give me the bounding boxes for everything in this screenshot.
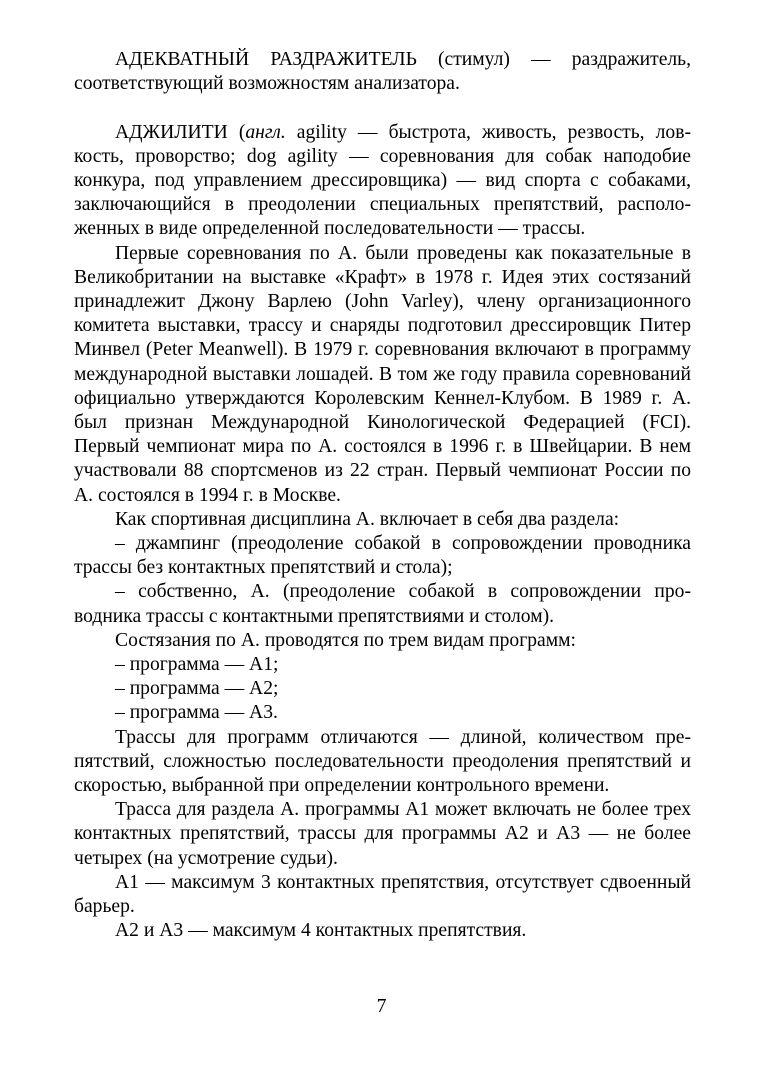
list-item-program-a1: – программа — А1; xyxy=(115,654,279,676)
paragraph-history: Первые соревнования по А. были проведены как показательные в Великобритании на выставке «Крафт» в 1978 г. Идея этих состязаний принадлежит Джону Варлею (John Varley), члену организационного комитета выставки, трассу и снаряды подготовил дрессировщик Питер Минвел (Peter Meanwell). В 1979 г. соревнования включают в программу международной выставки лошадей. В том же году правила соревнований официально утверждаются Королевским Кеннел-Клубом. В 1989 г. А. был признан Международной Кинологической Федерацией (FCI). Первый чемпионат мира по А. состоялся в 1996 г. в Швейцарии. В нем участвовали 88 спортсменов из 22 стран. Первый чемпионат России по А. состоялся в 1994 г. в Москве. xyxy=(74,242,691,506)
list-item-agility: – собственно, А. (преодоление собакой в сопровождении проводника трассы с контактными препятствиями и столом). xyxy=(74,581,691,627)
list-item-program-a2: – программа — А2; xyxy=(115,678,279,700)
paragraph-tracks-differ: Трассы для программ отличаются — длиной, количеством препятствий, сложностью последовательности преодоления препятствий и скоростью, выбранной при определении контрольного времени. xyxy=(74,726,691,797)
dictionary-entry-agility xyxy=(74,121,691,944)
entry-term: АДЖИЛИТИ xyxy=(115,121,228,143)
entry-open-paren: ( xyxy=(227,121,246,143)
paragraph-programs-intro: Состязания по А. проводятся по трем видам программ: xyxy=(115,629,576,651)
paragraph-sections-intro: Как спортивная дисциплина А. включает в себя два раздела: xyxy=(115,508,620,530)
dictionary-entry-adequate-stimulus xyxy=(74,48,691,96)
page-number: 7 xyxy=(376,996,387,1017)
entry-definition: (стимул) — раздражитель, соответствующий возможностям анализатора. xyxy=(74,49,691,95)
entry-definition: agility — быстрота, живость, резвость, ловкость, проворство; dog agility — соревнования для собак наподобие конкура, под управлением дрессировщика) — вид спорта с собаками, заключающийся в преодолении специальных препятствий, расположенных в виде определенной последовательности — трассы. xyxy=(74,121,691,240)
language-abbreviation: англ. xyxy=(245,121,286,143)
list-item-program-a3: – программа — А3. xyxy=(115,702,278,724)
page-body xyxy=(74,48,691,944)
paragraph-a1-rule: А1 — максимум 3 контактных препятствия, отсутствует сдвоенный барьер. xyxy=(74,871,691,918)
entry-term: АДЕКВАТНЫЙ РАЗДРАЖИТЕЛЬ xyxy=(115,49,417,70)
list-item-jumping: – джампинг (преодоление собакой в сопровождении проводника трассы без контактных препятствий и стола); xyxy=(74,533,691,579)
entry-paragraph xyxy=(74,48,691,96)
entry-paragraph xyxy=(74,121,691,242)
paragraph-track-limits: Трасса для раздела А. программы А1 может включать не более трех контактных препятствий, трассы для программы А2 и А3 — не более четырех (на усмотрение судьи). xyxy=(74,799,691,869)
paragraph-a2-a3-rule: А2 и А3 — максимум 4 контактных препятствия. xyxy=(115,920,527,942)
